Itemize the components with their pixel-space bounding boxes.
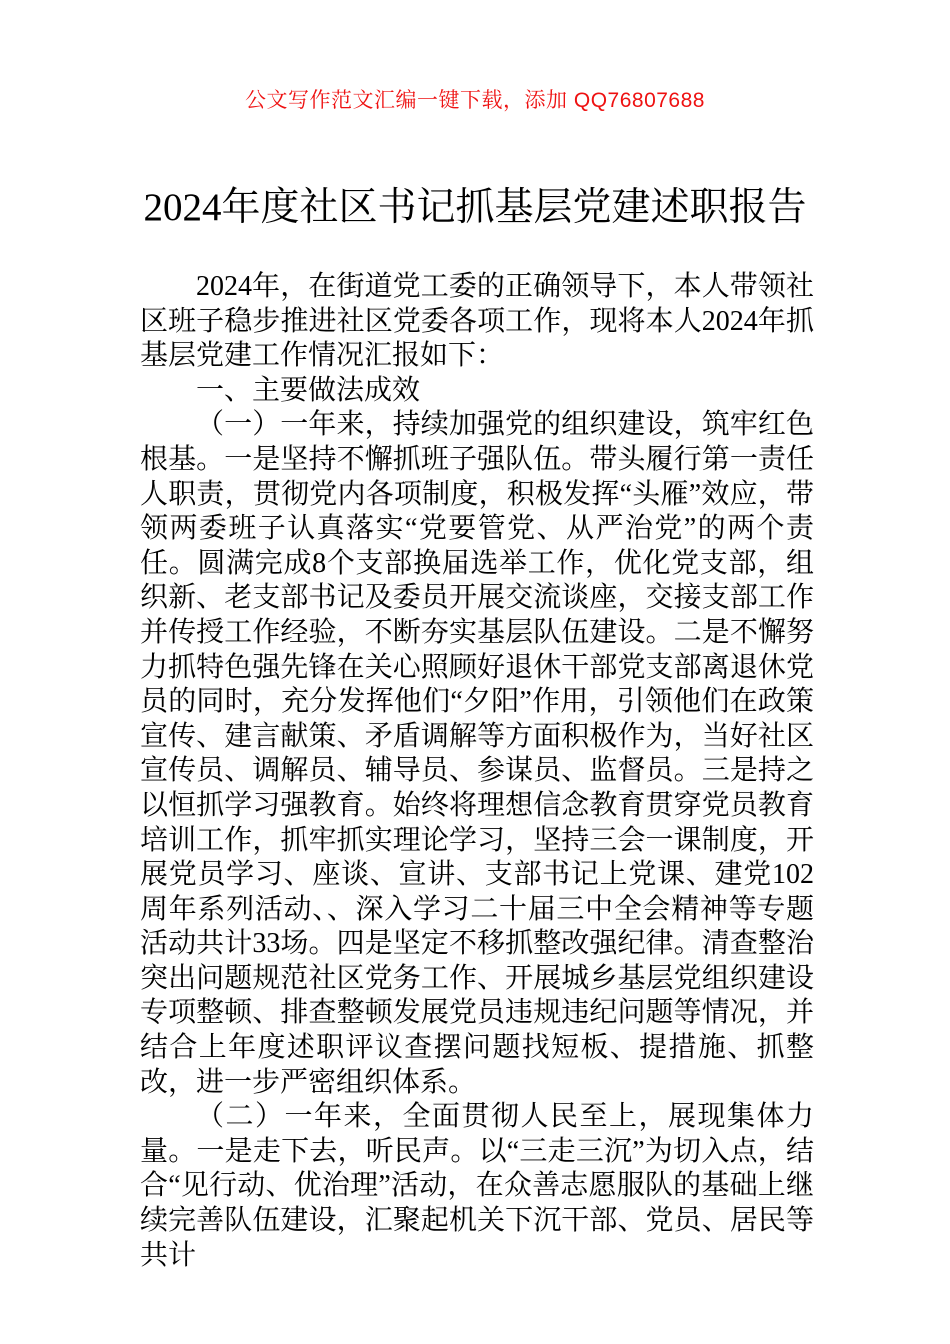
paragraph-section-one: （一）一年来，持续加强党的组织建设，筑牢红色根基。一是坚持不懈抓班子强队伍。带头履行第一责任人职责，贯彻党内各项制度，积极发挥“头雁”效应，带领两委班子认真落实“党要管党、从严治党”的两个责任。圆满完成8个支部换届选举工作，优化党支部，组织新、老支部书记及委员开展交流谈座，交接支部工作并传授工作经验，不断夯实基层队伍建设。二是不懈努力抓特色强先锋在关心照顾好退休干部党支部离退休党员的同时，充分发挥他们“夕阳”作用，引领他们在政策宣传、建言献策、矛盾调解等方面积极作为，当好社区宣传员、调解员、辅导员、参谋员、监督员。三是持之以恒抓学习强教育。始终将理想信念教育贯穿党员教育培训工作，抓牢抓实理论学习，坚持三会一课制度，开展党员学习、座谈、宣讲、支部书记上党课、建党102周年系列活动、、深入学习二十届三中全会精神等专题活动共计33场。四是坚定不移抓整改强纪律。清查整治突出问题规范社区党务工作、开展城乡基层党组织建设专项整顿、排查整顿发展党员违规违纪问题等情况，并结合上年度述职评议查摆问题找短板、提措施、抓整改，进一步严密组织体系。: [140, 409, 814, 1098]
document-body: [140, 270, 814, 1273]
paragraph-section-two: （二）一年来，全面贯彻人民至上，展现集体力量。一是走下去，听民声。以“三走三沉”为切入点，结合“见行动、优治理”活动，在众善志愿服队的基础上继续完善队伍建设，汇聚起机关下沉干部、党员、居民等共计: [140, 1101, 814, 1271]
promo-header-text: 公文写作范文汇编一键下载，添加 QQ76807688: [245, 89, 705, 112]
paragraph-intro: 2024年，在街道党工委的正确领导下，本人带领社区班子稳步推进社区党委各项工作，现将本人2024年抓基层党建工作情况汇报如下：: [140, 271, 814, 372]
document-title: 2024年度社区书记抓基层党建述职报告: [143, 186, 807, 229]
section-heading-main-practices: 一、主要做法成效: [196, 374, 421, 406]
